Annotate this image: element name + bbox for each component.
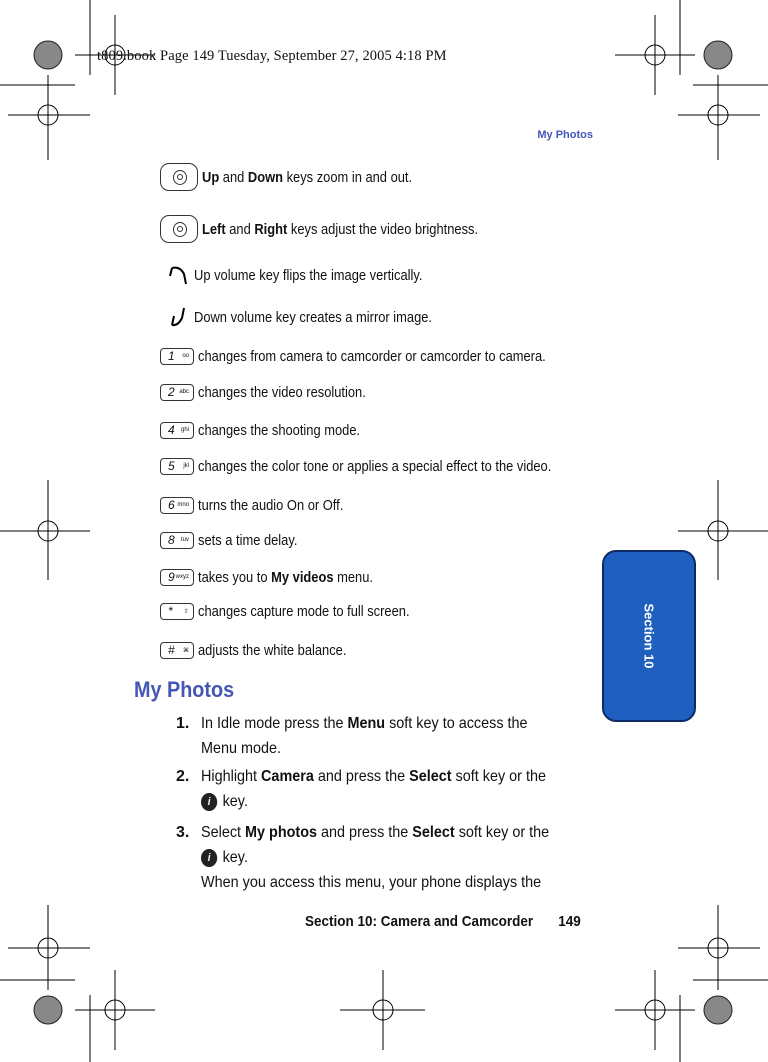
step-text: soft key or the xyxy=(451,768,546,785)
step-text: Highlight xyxy=(201,768,262,785)
key-row-key-6 xyxy=(160,497,367,514)
key-subglyph: ⌘ xyxy=(183,648,189,654)
row-text: changes the shooting mode. xyxy=(198,422,361,439)
key-row-volume-down xyxy=(160,306,471,328)
volume-down-icon xyxy=(160,306,190,328)
key-row-key-1 xyxy=(160,348,602,365)
key-glyph: 1 xyxy=(168,349,175,363)
key-8-icon xyxy=(160,532,194,549)
step-text-line2: key. xyxy=(222,793,248,810)
step-text: soft key to access the xyxy=(385,715,528,732)
key-4-icon xyxy=(160,422,194,439)
row-text: adjusts the white balance. xyxy=(198,642,347,659)
page-footer xyxy=(305,913,581,930)
running-head: My Photos xyxy=(537,129,593,141)
key-glyph: # xyxy=(168,643,175,657)
row-bold-up: Up xyxy=(202,168,220,186)
section-heading: My Photos xyxy=(134,677,235,702)
row-text-post: menu. xyxy=(333,569,373,586)
step-text-line3: When you access this menu, your phone displays the xyxy=(201,874,542,891)
key-1-icon xyxy=(160,348,194,365)
row-text-pre: takes you to xyxy=(198,569,272,586)
row-bold-right: Right xyxy=(254,220,288,238)
page-number: 149 xyxy=(558,913,581,930)
key-row-key-8 xyxy=(160,532,314,549)
ok-key-icon: i xyxy=(201,793,217,811)
key-row-volume-up xyxy=(160,264,460,286)
step-text: In Idle mode press the xyxy=(201,715,348,732)
row-text xyxy=(198,569,373,586)
key-2-icon xyxy=(160,384,194,401)
step-text: and press the xyxy=(317,824,413,841)
key-glyph: 5 xyxy=(168,459,175,473)
step-bold: Select xyxy=(412,824,455,841)
row-text: changes the video resolution. xyxy=(198,384,366,401)
key-subglyph: mno xyxy=(177,502,189,508)
key-subglyph: ghi xyxy=(180,427,189,433)
step-text: and press the xyxy=(313,768,410,785)
key-9-icon xyxy=(160,569,194,586)
row-text: changes from camera to camcorder or camcorder to camera. xyxy=(198,348,546,365)
key-subglyph: tuv xyxy=(180,537,189,543)
row-text: keys adjust the video brightness. xyxy=(287,220,479,238)
key-glyph: 4 xyxy=(168,423,175,437)
key-star-icon xyxy=(160,603,194,620)
key-5-icon xyxy=(160,458,194,475)
row-text: sets a time delay. xyxy=(198,532,298,549)
nav-updown-icon xyxy=(160,163,198,191)
row-bold-left: Left xyxy=(202,220,226,238)
section-tab xyxy=(602,550,696,722)
step-number: 1. xyxy=(176,715,190,732)
row-text: turns the audio On or Off. xyxy=(198,497,344,514)
row-mid: and xyxy=(225,220,255,238)
step-number: 2. xyxy=(176,768,190,785)
step-text: soft key or the xyxy=(454,824,550,841)
key-subglyph: oo xyxy=(182,353,189,359)
row-mid: and xyxy=(219,168,248,186)
key-row-key-hash xyxy=(160,642,371,659)
row-text: changes the color tone or applies a special effect to the video. xyxy=(198,458,552,475)
key-row-key-2 xyxy=(160,384,393,401)
key-subglyph: wxyz xyxy=(175,574,189,580)
key-subglyph: jkl xyxy=(183,463,189,469)
ok-key-icon: i xyxy=(201,849,217,867)
step-text-line2: key. xyxy=(222,849,248,866)
key-row-leftright xyxy=(160,215,523,243)
step-bold: Camera xyxy=(261,768,314,785)
key-6-icon xyxy=(160,497,194,514)
step-bold: Select xyxy=(409,768,452,785)
key-subglyph: abc xyxy=(179,389,189,395)
key-row-key-star xyxy=(160,603,444,620)
nav-leftright-icon xyxy=(160,215,198,243)
step-bold: My photos xyxy=(245,824,318,841)
row-text: keys zoom in and out. xyxy=(283,168,413,186)
footer-title: Section 10: Camera and Camcorder xyxy=(305,913,534,930)
step-text-line2: Menu mode. xyxy=(201,740,282,757)
key-row-key-4 xyxy=(160,422,386,439)
key-glyph: 8 xyxy=(168,533,175,547)
key-row-key-9 xyxy=(160,569,401,586)
print-header: t809.book Page 149 Tuesday, September 27, 2005 4:18 PM xyxy=(97,48,447,64)
row-text: Down volume key creates a mirror image. xyxy=(194,308,433,326)
row-text: Up volume key flips the image vertically. xyxy=(194,266,423,284)
key-glyph: * xyxy=(168,604,173,618)
key-glyph: 2 xyxy=(168,385,175,399)
key-subglyph: ⇧ xyxy=(183,609,189,615)
key-row-updown xyxy=(160,163,446,191)
key-hash-icon xyxy=(160,642,194,659)
section-tab-label: Section 10 xyxy=(641,603,657,669)
volume-up-icon xyxy=(160,264,190,286)
key-glyph: 6 xyxy=(168,498,175,512)
row-bold: My videos xyxy=(271,569,334,586)
step-bold: Menu xyxy=(347,715,386,732)
step-text: Select xyxy=(201,824,246,841)
step-number: 3. xyxy=(176,824,190,841)
key-row-key-5 xyxy=(160,458,609,475)
row-bold-down: Down xyxy=(247,168,284,186)
row-text: changes capture mode to full screen. xyxy=(198,603,410,620)
key-glyph: 9 xyxy=(168,570,175,584)
